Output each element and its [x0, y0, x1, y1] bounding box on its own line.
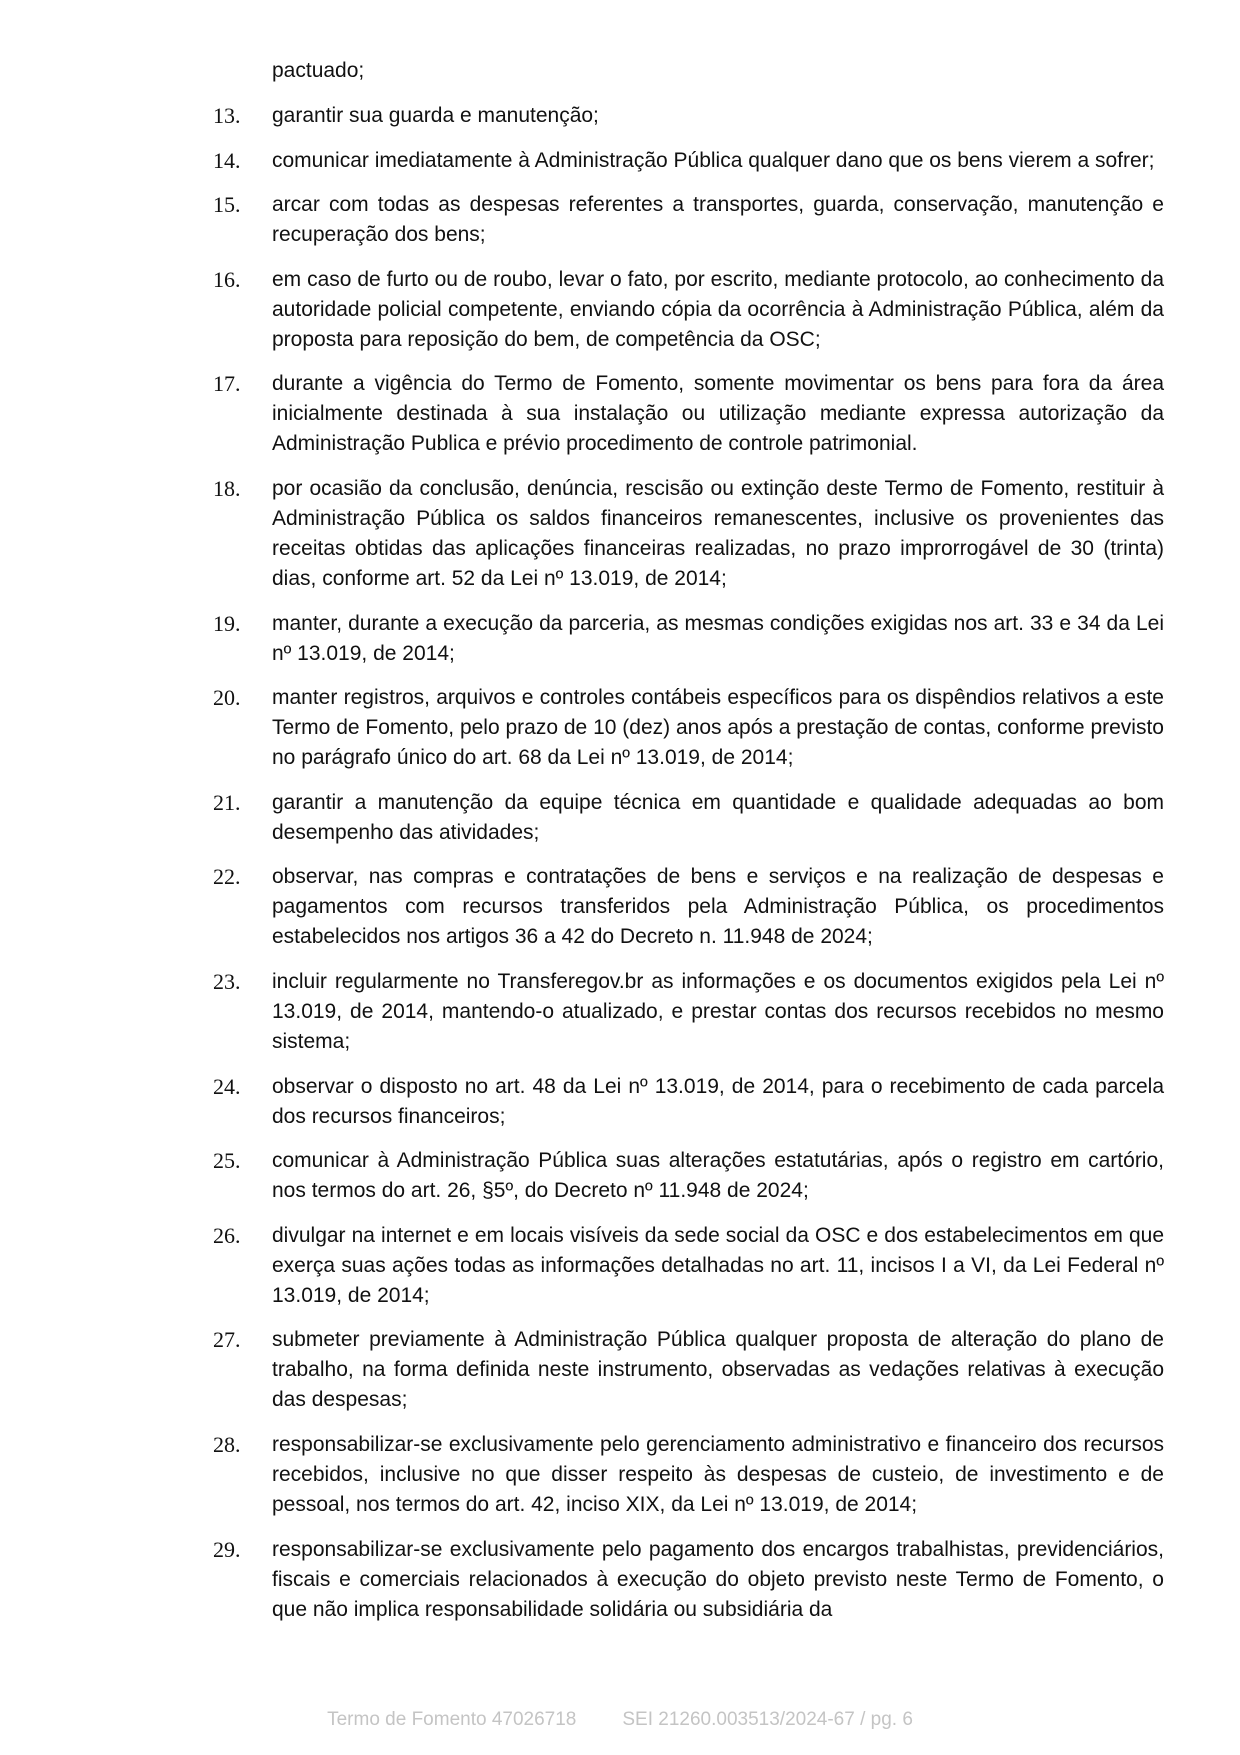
- item-text: submeter previamente à Administração Pública qualquer proposta de alteração do plano de trabalho, na forma definida neste instrumento, observadas as vedações relativas à execução das despesas;: [272, 1328, 1164, 1412]
- list-item: [0, 788, 1240, 848]
- list-item: [0, 862, 1240, 952]
- item-number: 27.: [213, 1327, 241, 1353]
- footer-sei-reference: SEI 21260.003513/2024-67 / pg. 6: [622, 1709, 913, 1730]
- item-number: 24.: [213, 1073, 241, 1099]
- item-text: responsabilizar-se exclusivamente pelo gerenciamento administrativo e financeiro dos recursos recebidos, inclusive no que disser respeito às despesas de custeio, de investimento e de pessoal, nos termos do art. 42, inciso XIX, da Lei nº 13.019, de 2014;: [272, 1432, 1164, 1516]
- item-text: comunicar imediatamente à Administração Pública qualquer dano que os bens vierem a sofrer;: [272, 148, 1155, 172]
- continuation-text: pactuado;: [272, 59, 365, 82]
- item-number: 13.: [213, 103, 241, 128]
- item-text: manter registros, arquivos e controles contábeis específicos para os dispêndios relativos a este Termo de Fomento, pelo prazo de 10 (dez) anos após a prestação de contas, conforme previsto no parágrafo único do art. 68 da Lei nº 13.019, de 2014;: [272, 686, 1164, 770]
- footer-document-id: Termo de Fomento 47026718: [327, 1709, 577, 1730]
- item-text: comunicar à Administração Pública suas alterações estatutárias, após o registro em cartório, nos termos do art. 26, §5º, do Decreto nº 11.948 de 2024;: [272, 1149, 1164, 1203]
- item-text: em caso de furto ou de roubo, levar o fato, por escrito, mediante protocolo, ao conhecimento da autoridade policial competente, enviando cópia da ocorrência à Administração Pública, além da proposta para reposição do bem, de competência da OSC;: [272, 267, 1164, 351]
- item-text: observar o disposto no art. 48 da Lei nº 13.019, de 2014, para o recebimento de cada parcela dos recursos financeiros;: [272, 1074, 1164, 1128]
- item-number: 23.: [213, 968, 241, 994]
- list-item: [0, 1325, 1240, 1415]
- item-number: 29.: [213, 1536, 241, 1562]
- item-number: 25.: [213, 1148, 241, 1174]
- item-text: arcar com todas as despesas referentes a transportes, guarda, conservação, manutenção e recuperação dos bens;: [272, 193, 1164, 247]
- item-number: 18.: [213, 475, 241, 501]
- list-item: [0, 474, 1240, 594]
- item-number: 14.: [213, 147, 241, 173]
- item-text: durante a vigência do Termo de Fomento, somente movimentar os bens para fora da área inicialmente destinada à sua instalação ou utilização mediante expressa autorização da Administração Publica e prévio procedimento de controle patrimonial.: [272, 372, 1164, 456]
- list-item: [0, 967, 1240, 1057]
- list-item: [0, 1146, 1240, 1206]
- item-text: por ocasião da conclusão, denúncia, rescisão ou extinção deste Termo de Fomento, restituir à Administração Pública os saldos financeiros remanescentes, inclusive os provenientes das receitas obtidas das aplicações financeiras realizadas, no prazo improrrogável de 30 (trinta) dias, conforme art. 52 da Lei nº 13.019, de 2014;: [272, 476, 1164, 590]
- item-text: manter, durante a execução da parceria, as mesmas condições exigidas nos art. 33 e 34 da Lei nº 13.019, de 2014;: [272, 611, 1164, 665]
- list-item: [0, 609, 1240, 669]
- list-item: [0, 1221, 1240, 1311]
- item-number: 15.: [213, 192, 241, 218]
- item-number: 22.: [213, 864, 241, 890]
- list-item: [0, 190, 1240, 250]
- list-item: [0, 1535, 1240, 1625]
- list-item: [0, 1430, 1240, 1520]
- item-text: garantir sua guarda e manutenção;: [272, 104, 599, 127]
- obligations-list: [0, 101, 1240, 1639]
- item-number: 19.: [213, 610, 241, 636]
- item-text: observar, nas compras e contratações de bens e serviços e na realização de despesas e pagamentos com recursos transferidos pela Administração Pública, os procedimentos estabelecidos nos artigos 36 a 42 do Decreto n. 11.948 de 2024;: [272, 865, 1164, 949]
- item-text: incluir regularmente no Transferegov.br as informações e os documentos exigidos pela Lei nº 13.019, de 2014, mantendo-o atualizado, e prestar contas dos recursos recebidos no mesmo sistema;: [272, 969, 1164, 1053]
- item-number: 26.: [213, 1222, 241, 1248]
- item-number: 17.: [213, 371, 241, 397]
- page-footer: [0, 1708, 1240, 1732]
- item-number: 28.: [213, 1431, 241, 1457]
- item-number: 16.: [213, 266, 241, 292]
- item-number: 21.: [213, 789, 241, 815]
- list-item: [0, 265, 1240, 355]
- list-item: [0, 101, 1240, 131]
- item-text: responsabilizar-se exclusivamente pelo pagamento dos encargos trabalhistas, previdenciários, fiscais e comerciais relacionados à execução do objeto previsto neste Termo de Fomento, o que não implica responsabilidade solidária ou subsidiária da: [272, 1537, 1164, 1621]
- list-item: [0, 683, 1240, 773]
- item-text: garantir a manutenção da equipe técnica em quantidade e qualidade adequadas ao bom desempenho das atividades;: [272, 790, 1164, 844]
- list-item: [0, 146, 1240, 176]
- list-item: [0, 369, 1240, 459]
- item-number: 20.: [213, 685, 241, 711]
- item-text: divulgar na internet e em locais visíveis da sede social da OSC e dos estabelecimentos em que exerça suas ações todas as informações detalhadas no art. 11, incisos I a VI, da Lei Federal nº 13.019, de 2014;: [272, 1223, 1164, 1307]
- list-item: [0, 1072, 1240, 1132]
